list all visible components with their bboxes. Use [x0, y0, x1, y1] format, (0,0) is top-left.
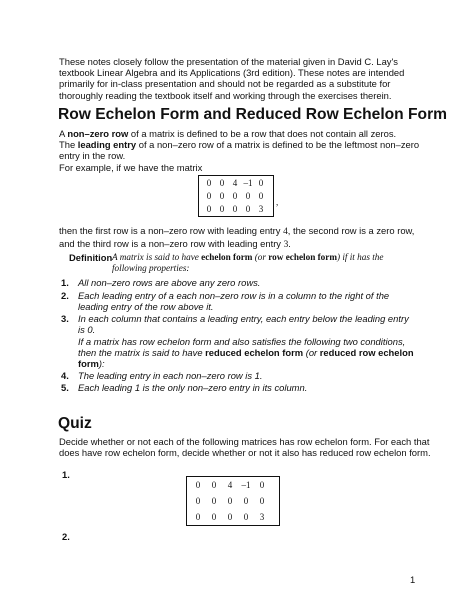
- matrix-entry: 0: [259, 496, 265, 506]
- matrix-entry: 4: [227, 480, 233, 490]
- matrix-entry: 0: [211, 496, 217, 506]
- matrix-entry: 0: [206, 191, 212, 201]
- property-text: Each leading 1 is the only non–zero entry in its column.: [78, 382, 308, 393]
- matrix-entry: 0: [258, 178, 264, 188]
- property-text: In each column that contains a leading entry, each entry below the leading entry is 0.: [78, 313, 409, 336]
- matrix-entry: 0: [195, 512, 201, 522]
- intro-paragraph: These notes closely follow the presentation of the material given in David C. Lay's textbook Linear Algebra and its Applications (3rd edition). These notes are intended primarily for in-class presentation and should not be regarded as a substitute for thoroughly reading the textbook itself and working through the exercises therein.: [59, 56, 405, 101]
- matrix-entry: 0: [232, 204, 238, 214]
- property-text: The leading entry in each non–zero row is 1.: [78, 370, 263, 381]
- property-number: 3.: [61, 313, 69, 324]
- leading-entry-definition: The leading entry of a non–zero row of a matrix is defined to be the leftmost non–zero entry in the row.: [59, 139, 420, 162]
- matrix-entry: –1: [241, 480, 251, 490]
- property-number: 5.: [61, 382, 69, 393]
- example-explanation: then the first row is a non–zero row with leading entry 4, the second row is a zero row, and the third row is a non–zero row with leading entry 3.: [59, 225, 415, 251]
- property-text: Each leading entry of a each non–zero row is in a column to the right of the leading entry of the row above it.: [78, 290, 390, 313]
- matrix-row: [187, 480, 279, 492]
- matrix-row: [199, 178, 273, 190]
- quiz-matrix-1: [186, 476, 280, 526]
- definition-label: Definition: [69, 252, 113, 263]
- matrix-entry: 0: [206, 178, 212, 188]
- matrix-entry: 0: [245, 191, 251, 201]
- matrix-entry: 0: [245, 204, 251, 214]
- matrix-entry: 0: [219, 191, 225, 201]
- matrix-entry: 3: [258, 204, 264, 214]
- matrix-entry: 0: [219, 204, 225, 214]
- matrix-entry: 0: [243, 496, 249, 506]
- matrix-entry: 0: [232, 191, 238, 201]
- matrix-entry: 4: [232, 178, 238, 188]
- matrix-trailing-comma: ,: [276, 197, 279, 207]
- matrix-entry: 0: [227, 496, 233, 506]
- matrix-entry: 0: [195, 496, 201, 506]
- matrix-entry: 0: [195, 480, 201, 490]
- property-number: 2.: [61, 290, 69, 301]
- property-number: 4.: [61, 370, 69, 381]
- reduced-echelon-note: If a matrix has row echelon form and also satisfies the following two conditions, then the matrix is said to have reduced echelon form (or reduced row echelon form):: [78, 336, 414, 370]
- matrix-entry: –1: [243, 178, 253, 188]
- nonzero-row-term: non–zero row: [67, 128, 129, 139]
- example-intro: For example, if we have the matrix: [59, 162, 203, 173]
- matrix-row: [199, 204, 273, 216]
- quiz-instructions: Decide whether or not each of the following matrices has row echelon form. For each that does have row echelon form, decide whether or not it also has reduced row echelon form.: [59, 436, 431, 459]
- example-matrix: [198, 175, 274, 217]
- nonzero-row-definition: A non–zero row of a matrix is defined to be a row that does not contain all zeros.: [59, 128, 397, 139]
- matrix-row: [187, 496, 279, 508]
- matrix-entry: 0: [206, 204, 212, 214]
- matrix-row: [199, 191, 273, 203]
- matrix-entry: 0: [227, 512, 233, 522]
- page-number: 1: [410, 574, 416, 585]
- matrix-entry: 3: [259, 512, 265, 522]
- quiz-heading: Quiz: [58, 415, 92, 432]
- matrix-entry: 0: [243, 512, 249, 522]
- matrix-entry: 0: [211, 480, 217, 490]
- property-number: 1.: [61, 277, 69, 288]
- matrix-entry: 0: [258, 191, 264, 201]
- matrix-entry: 0: [219, 178, 225, 188]
- leading-entry-term: leading entry: [77, 139, 137, 150]
- quiz-item-number: 2.: [62, 531, 70, 542]
- page-title: Row Echelon Form and Reduced Row Echelon Form: [58, 106, 448, 123]
- matrix-entry: 0: [211, 512, 217, 522]
- quiz-item-number: 1.: [62, 469, 70, 480]
- property-text: All non–zero rows are above any zero rows.: [78, 277, 261, 288]
- matrix-row: [187, 512, 279, 524]
- matrix-entry: 0: [259, 480, 265, 490]
- definition-text: A matrix is said to have echelon form (or row echelon form) if it has the following properties:: [112, 252, 384, 273]
